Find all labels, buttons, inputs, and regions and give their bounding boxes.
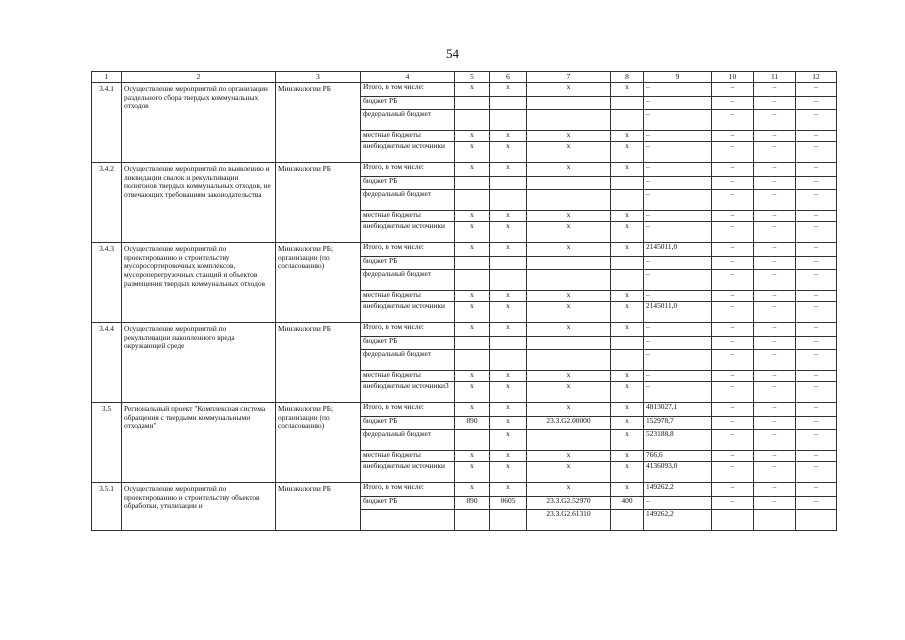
amount-cell: – — [712, 257, 754, 270]
amount-cell: – — [754, 417, 796, 430]
column-header: 9 — [644, 72, 712, 83]
amount-cell: – — [644, 190, 712, 211]
amount-cell: – — [754, 131, 796, 142]
section-code — [490, 270, 527, 291]
admin-code — [455, 110, 490, 131]
amount-cell: – — [712, 323, 754, 337]
admin-code: х — [455, 451, 490, 462]
amount-cell: – — [754, 291, 796, 302]
admin-code: х — [455, 403, 490, 417]
amount-cell: – — [712, 483, 754, 497]
amount-cell: 766,6 — [644, 451, 712, 462]
expense-type-code: х — [611, 131, 644, 142]
funding-source: Итого, в том числе: — [361, 163, 455, 177]
funding-source: Итого, в том числе: — [361, 483, 455, 497]
amount-cell: – — [796, 97, 837, 110]
admin-code: х — [455, 83, 490, 97]
target-article-code: х — [527, 211, 611, 222]
amount-cell: – — [644, 382, 712, 403]
section-code: х — [490, 483, 527, 497]
amount-cell: – — [644, 211, 712, 222]
admin-code — [455, 350, 490, 371]
amount-cell: – — [712, 177, 754, 190]
expense-type-code — [611, 97, 644, 110]
section-code — [490, 350, 527, 371]
column-number-row — [92, 72, 837, 83]
amount-cell: – — [754, 483, 796, 497]
funding-source: внебюджетные источники — [361, 462, 455, 483]
amount-cell: – — [712, 291, 754, 302]
funding-source: федеральный бюджет — [361, 350, 455, 371]
target-article-code: х — [527, 243, 611, 257]
amount-cell: – — [796, 451, 837, 462]
section-code — [490, 110, 527, 131]
section-code: х — [490, 302, 527, 323]
target-article-code — [527, 97, 611, 110]
amount-cell: – — [644, 323, 712, 337]
expense-type-code: х — [611, 291, 644, 302]
amount-cell: – — [754, 222, 796, 243]
funding-source: бюджет РБ — [361, 337, 455, 350]
admin-code — [455, 257, 490, 270]
column-header: 4 — [361, 72, 455, 83]
admin-code: х — [455, 142, 490, 163]
column-header: 11 — [754, 72, 796, 83]
amount-cell: – — [796, 163, 837, 177]
admin-code — [455, 337, 490, 350]
expense-type-code — [611, 177, 644, 190]
admin-code: х — [455, 291, 490, 302]
expense-type-code: х — [611, 323, 644, 337]
target-article-code: х — [527, 403, 611, 417]
expense-type-code: х — [611, 142, 644, 163]
table-row — [92, 483, 837, 497]
section-code: х — [490, 403, 527, 417]
item-executor: Минэкологии РБ; организации (по согласованию) — [276, 243, 361, 323]
table-row — [92, 403, 837, 417]
item-executor: Минэкологии РБ; организации (по согласованию) — [276, 403, 361, 483]
amount-cell: – — [796, 417, 837, 430]
funding-source: Итого, в том числе: — [361, 323, 455, 337]
amount-cell: – — [712, 97, 754, 110]
amount-cell: – — [754, 430, 796, 451]
column-header: 7 — [527, 72, 611, 83]
amount-cell: – — [796, 222, 837, 243]
funding-source: бюджет РБ — [361, 257, 455, 270]
amount-cell: – — [796, 371, 837, 382]
target-article-code: х — [527, 483, 611, 497]
admin-code: х — [455, 222, 490, 243]
item-number: 3.5.1 — [92, 483, 122, 531]
section-code: х — [490, 131, 527, 142]
amount-cell: – — [754, 462, 796, 483]
amount-cell: – — [796, 337, 837, 350]
section-code: х — [490, 211, 527, 222]
target-article-code: х — [527, 451, 611, 462]
funding-source: Итого, в том числе: — [361, 243, 455, 257]
amount-cell: 149262,2 — [644, 483, 712, 497]
target-article-code: 23.3.G2.00000 — [527, 417, 611, 430]
amount-cell: – — [796, 497, 837, 510]
expense-type-code: х — [611, 243, 644, 257]
item-description: Осуществление мероприятий по выявлению и ликвидации свалок и рекультивации полигонов твердых коммунальных отходов, не отвечающих требованиям законодательства — [122, 163, 276, 243]
funding-source: федеральный бюджет — [361, 270, 455, 291]
section-code: х — [490, 323, 527, 337]
expense-type-code — [611, 510, 644, 531]
amount-cell: – — [796, 257, 837, 270]
target-article-code — [527, 337, 611, 350]
funding-source: Итого, в том числе: — [361, 83, 455, 97]
expense-type-code: х — [611, 211, 644, 222]
admin-code: х — [455, 483, 490, 497]
amount-cell: – — [712, 337, 754, 350]
funding-source: федеральный бюджет — [361, 430, 455, 451]
amount-cell: 2145011,0 — [644, 243, 712, 257]
amount-cell: – — [712, 222, 754, 243]
budget-table — [91, 71, 837, 531]
expense-type-code — [611, 110, 644, 131]
amount-cell: – — [644, 163, 712, 177]
amount-cell: – — [796, 350, 837, 371]
amount-cell: – — [712, 243, 754, 257]
amount-cell: – — [644, 97, 712, 110]
item-description: Региональный проект "Комплексная система обращения с твердыми коммунальными отходами" — [122, 403, 276, 483]
admin-code: х — [455, 131, 490, 142]
amount-cell: – — [796, 243, 837, 257]
section-code: х — [490, 382, 527, 403]
funding-source — [361, 510, 455, 531]
table-row — [92, 243, 837, 257]
amount-cell: – — [754, 257, 796, 270]
column-header: 3 — [276, 72, 361, 83]
admin-code: х — [455, 163, 490, 177]
amount-cell: – — [712, 417, 754, 430]
expense-type-code: х — [611, 83, 644, 97]
target-article-code: х — [527, 83, 611, 97]
section-code — [490, 177, 527, 190]
admin-code: х — [455, 371, 490, 382]
target-article-code: х — [527, 382, 611, 403]
expense-type-code: х — [611, 462, 644, 483]
admin-code: х — [455, 462, 490, 483]
expense-type-code: х — [611, 403, 644, 417]
amount-cell: – — [796, 110, 837, 131]
amount-cell: – — [754, 350, 796, 371]
amount-cell: – — [644, 497, 712, 510]
table-row — [92, 83, 837, 97]
funding-source: внебюджетные источники — [361, 222, 455, 243]
amount-cell — [796, 510, 837, 531]
amount-cell: – — [712, 211, 754, 222]
section-code: х — [490, 222, 527, 243]
amount-cell: – — [712, 382, 754, 403]
target-article-code — [527, 350, 611, 371]
amount-cell: – — [712, 302, 754, 323]
amount-cell: – — [754, 403, 796, 417]
amount-cell — [754, 510, 796, 531]
section-code — [490, 257, 527, 270]
funding-source: внебюджетные источники — [361, 142, 455, 163]
amount-cell: – — [754, 451, 796, 462]
amount-cell: – — [754, 211, 796, 222]
column-header: 2 — [122, 72, 276, 83]
section-code: 0605 — [490, 497, 527, 510]
item-executor: Минэкологии РБ — [276, 323, 361, 403]
page-number: 54 — [446, 46, 459, 61]
amount-cell: – — [754, 177, 796, 190]
amount-cell: – — [754, 371, 796, 382]
amount-cell: – — [644, 83, 712, 97]
funding-source: внебюджетные источники — [361, 302, 455, 323]
amount-cell: – — [712, 163, 754, 177]
item-executor: Минэкологии РБ — [276, 163, 361, 243]
amount-cell: – — [754, 337, 796, 350]
amount-cell: – — [644, 142, 712, 163]
expense-type-code: х — [611, 417, 644, 430]
admin-code — [455, 510, 490, 531]
expense-type-code: х — [611, 302, 644, 323]
amount-cell: – — [712, 190, 754, 211]
funding-source: бюджет РБ — [361, 497, 455, 510]
amount-cell: – — [796, 270, 837, 291]
amount-cell: – — [644, 291, 712, 302]
amount-cell: – — [796, 142, 837, 163]
target-article-code: х — [527, 371, 611, 382]
amount-cell: – — [754, 163, 796, 177]
amount-cell: 523188,8 — [644, 430, 712, 451]
column-header: 8 — [611, 72, 644, 83]
admin-code: х — [455, 323, 490, 337]
expense-type-code: х — [611, 451, 644, 462]
amount-cell: – — [796, 211, 837, 222]
target-article-code: х — [527, 222, 611, 243]
funding-source: бюджет РБ — [361, 177, 455, 190]
admin-code: х — [455, 243, 490, 257]
expense-type-code: х — [611, 371, 644, 382]
admin-code: 890 — [455, 417, 490, 430]
amount-cell: 152978,7 — [644, 417, 712, 430]
amount-cell: – — [644, 177, 712, 190]
target-article-code: 23.3.G2.61310 — [527, 510, 611, 531]
section-code: х — [490, 83, 527, 97]
amount-cell: – — [796, 382, 837, 403]
target-article-code: х — [527, 163, 611, 177]
target-article-code: х — [527, 142, 611, 163]
item-number: 3.4.4 — [92, 323, 122, 403]
amount-cell: – — [796, 462, 837, 483]
expense-type-code — [611, 190, 644, 211]
target-article-code — [527, 257, 611, 270]
amount-cell: – — [644, 270, 712, 291]
amount-cell: – — [712, 142, 754, 163]
amount-cell: – — [644, 222, 712, 243]
amount-cell: – — [796, 302, 837, 323]
amount-cell: – — [754, 302, 796, 323]
admin-code: х — [455, 211, 490, 222]
target-article-code — [527, 430, 611, 451]
amount-cell: – — [712, 451, 754, 462]
table-row — [92, 323, 837, 337]
amount-cell: – — [644, 110, 712, 131]
section-code: х — [490, 430, 527, 451]
amount-cell: – — [754, 270, 796, 291]
target-article-code — [527, 270, 611, 291]
funding-source: местные бюджеты — [361, 291, 455, 302]
section-code: х — [490, 163, 527, 177]
item-description: Осуществление мероприятий по организации раздельного сбора твердых коммунальных отходов — [122, 83, 276, 163]
column-header: 5 — [455, 72, 490, 83]
item-description: Осуществление мероприятий по проектированию и строительству объектов обработки, утилизации и — [122, 483, 276, 531]
amount-cell: – — [796, 430, 837, 451]
item-description: Осуществление мероприятий по рекультивации накопленного вреда окружающей среде — [122, 323, 276, 403]
amount-cell: – — [796, 190, 837, 211]
expense-type-code — [611, 257, 644, 270]
target-article-code: х — [527, 462, 611, 483]
amount-cell: 4136093,0 — [644, 462, 712, 483]
amount-cell: – — [796, 403, 837, 417]
amount-cell: – — [796, 131, 837, 142]
column-header: 10 — [712, 72, 754, 83]
item-number: 3.4.2 — [92, 163, 122, 243]
column-header: 1 — [92, 72, 122, 83]
section-code — [490, 190, 527, 211]
target-article-code — [527, 190, 611, 211]
target-article-code: х — [527, 323, 611, 337]
amount-cell: – — [796, 83, 837, 97]
section-code: х — [490, 142, 527, 163]
amount-cell: – — [796, 177, 837, 190]
column-header: 12 — [796, 72, 837, 83]
target-article-code: х — [527, 291, 611, 302]
expense-type-code: х — [611, 382, 644, 403]
expense-type-code: х — [611, 163, 644, 177]
funding-source: местные бюджеты — [361, 371, 455, 382]
amount-cell: – — [796, 323, 837, 337]
expense-type-code — [611, 337, 644, 350]
funding-source: местные бюджеты — [361, 211, 455, 222]
amount-cell: – — [754, 243, 796, 257]
expense-type-code: х — [611, 430, 644, 451]
funding-source: внебюджетные источники3 — [361, 382, 455, 403]
admin-code — [455, 430, 490, 451]
expense-type-code: х — [611, 483, 644, 497]
admin-code: х — [455, 302, 490, 323]
funding-source: местные бюджеты — [361, 451, 455, 462]
amount-cell: – — [712, 497, 754, 510]
target-article-code — [527, 110, 611, 131]
amount-cell: – — [712, 403, 754, 417]
admin-code: 890 — [455, 497, 490, 510]
amount-cell: – — [644, 257, 712, 270]
admin-code — [455, 270, 490, 291]
item-executor: Минэкологии РБ — [276, 83, 361, 163]
amount-cell: – — [712, 430, 754, 451]
section-code — [490, 337, 527, 350]
section-code — [490, 510, 527, 531]
item-number: 3.4.3 — [92, 243, 122, 323]
amount-cell: – — [712, 462, 754, 483]
amount-cell: – — [754, 323, 796, 337]
amount-cell: – — [712, 350, 754, 371]
section-code: х — [490, 462, 527, 483]
amount-cell: – — [644, 131, 712, 142]
admin-code: х — [455, 382, 490, 403]
amount-cell: – — [644, 337, 712, 350]
item-executor: Минэкологии РБ — [276, 483, 361, 531]
column-header: 6 — [490, 72, 527, 83]
amount-cell: – — [754, 83, 796, 97]
amount-cell: – — [754, 110, 796, 131]
target-article-code: х — [527, 131, 611, 142]
section-code: х — [490, 451, 527, 462]
item-description: Осуществление мероприятий по проектированию и строительству мусоросортировочных комплексов, мусороперегрузочных станций и объектов размещения твердых коммунальных отходов — [122, 243, 276, 323]
admin-code — [455, 190, 490, 211]
funding-source: Итого, в том числе: — [361, 403, 455, 417]
target-article-code: х — [527, 302, 611, 323]
item-number: 3.4.1 — [92, 83, 122, 163]
expense-type-code — [611, 350, 644, 371]
amount-cell: 2145011,0 — [644, 302, 712, 323]
amount-cell: – — [796, 483, 837, 497]
admin-code — [455, 97, 490, 110]
amount-cell: – — [712, 270, 754, 291]
expense-type-code: 400 — [611, 497, 644, 510]
section-code: х — [490, 417, 527, 430]
expense-type-code: х — [611, 222, 644, 243]
amount-cell: – — [754, 142, 796, 163]
amount-cell: – — [796, 291, 837, 302]
amount-cell: 149262,2 — [644, 510, 712, 531]
section-code — [490, 97, 527, 110]
funding-source: бюджет РБ — [361, 97, 455, 110]
table-row — [92, 163, 837, 177]
amount-cell: – — [712, 371, 754, 382]
amount-cell: – — [712, 131, 754, 142]
amount-cell: – — [754, 97, 796, 110]
amount-cell: – — [754, 382, 796, 403]
amount-cell: – — [644, 371, 712, 382]
section-code: х — [490, 243, 527, 257]
item-number: 3.5 — [92, 403, 122, 483]
amount-cell: – — [644, 350, 712, 371]
amount-cell: – — [712, 110, 754, 131]
amount-cell: – — [754, 190, 796, 211]
target-article-code: 23.3.G2.52970 — [527, 497, 611, 510]
amount-cell: – — [712, 83, 754, 97]
funding-source: бюджет РБ — [361, 417, 455, 430]
section-code: х — [490, 371, 527, 382]
amount-cell — [712, 510, 754, 531]
funding-source: федеральный бюджет — [361, 190, 455, 211]
funding-source: федеральный бюджет — [361, 110, 455, 131]
admin-code — [455, 177, 490, 190]
amount-cell: 4813027,1 — [644, 403, 712, 417]
funding-source: местные бюджеты — [361, 131, 455, 142]
expense-type-code — [611, 270, 644, 291]
amount-cell: – — [754, 497, 796, 510]
section-code: х — [490, 291, 527, 302]
target-article-code — [527, 177, 611, 190]
